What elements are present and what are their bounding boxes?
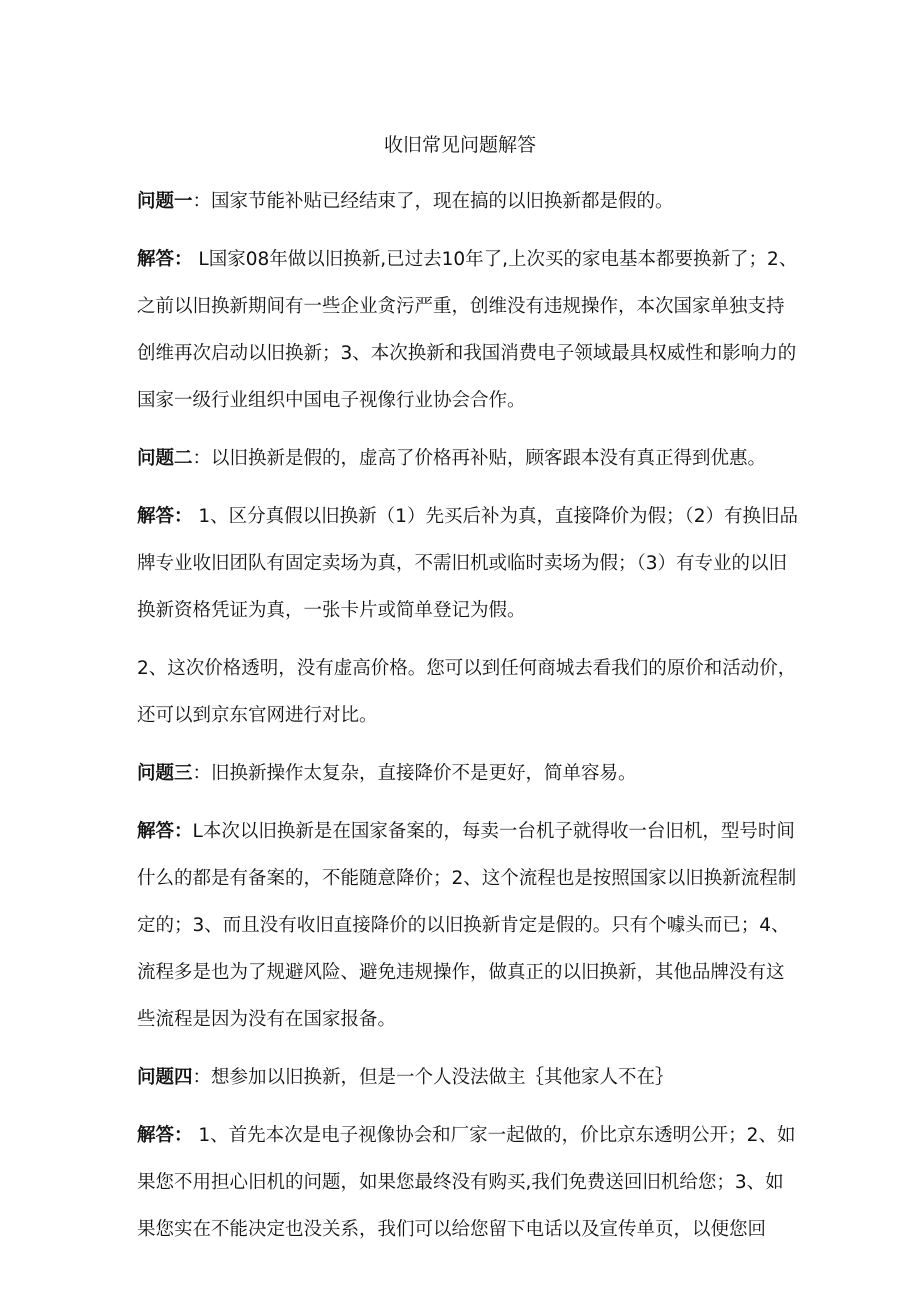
question-1	[137, 178, 801, 225]
answer-text: 2、这次价格透明，没有虚高价格。您可以到任何商城去看我们的原价和活动价，还可以到京东官网进行对比。	[137, 658, 797, 726]
answer-label: 解答：	[137, 821, 193, 842]
question-3	[137, 750, 801, 797]
question-text: ：以旧换新是假的，虚高了价格再补贴，顾客跟本没有真正得到优惠。	[192, 448, 767, 469]
answer-2-continued	[137, 645, 801, 739]
answer-1	[137, 236, 801, 424]
answer-3	[137, 808, 801, 1043]
question-4	[137, 1054, 801, 1101]
question-2	[137, 435, 801, 482]
answer-4	[137, 1112, 801, 1253]
question-label: 问题一	[137, 191, 193, 212]
question-text: ：国家节能补贴已经结束了，现在搞的以旧换新都是假的。	[192, 191, 674, 212]
answer-label: 解答：	[137, 249, 193, 270]
question-label: 问题二	[137, 448, 193, 469]
answer-text: 1、区分真假以旧换新（1）先买后补为真，直接降价为假；（2）有换旧品牌专业收旧团队有固定卖场为真，不需旧机或临时卖场为假；（3）有专业的以旧换新资格凭证为真，一张卡片或简单登记为假。	[137, 506, 798, 621]
question-text: ：想参加以旧换新，但是一个人没法做主｛其他家人不在｝	[192, 1067, 674, 1088]
question-label: 问题三	[137, 763, 193, 784]
answer-text: 1、首先本次是电子视像协会和厂家一起做的，价比京东透明公开；2、如果您不用担心旧机的问题，如果您最终没有购买,我们免费送回旧机给您；3、如果您实在不能决定也没关系，我们可以给您留下电话以及宣传单页，以便您回	[137, 1125, 796, 1240]
answer-text: L国家08年做以旧换新,已过去10年了,上次买的家电基本都要换新了；2、之前以旧换新期间有一些企业贪污严重，创维没有违规操作，本次国家单独支持创维再次启动以旧换新；3、本次换新和我国消费电子领域最具权威性和影响力的国家一级行业组织中国电子视像行业协会合作。	[137, 249, 798, 411]
answer-label: 解答：	[137, 506, 193, 527]
answer-label: 解答：	[137, 1125, 193, 1146]
document-body	[137, 178, 801, 1264]
answer-text: L本次以旧换新是在国家备案的，每卖一台机子就得收一台旧机，型号时间什么的都是有备案的，不能随意降价；2、这个流程也是按照国家以旧换新流程制定的；3、而且没有收旧直接降价的以旧换新肯定是假的。只有个噱头而已；4、流程多是也为了规避风险、避免违规操作，做真正的以旧换新，其他品牌没有这些流程是因为没有在国家报备。	[137, 821, 797, 1030]
document-title: 收旧常见问题解答	[383, 134, 536, 156]
question-text: ：旧换新操作太复杂，直接降价不是更好，简单容易。	[192, 763, 637, 784]
question-label: 问题四	[137, 1067, 193, 1088]
answer-2	[137, 493, 801, 634]
